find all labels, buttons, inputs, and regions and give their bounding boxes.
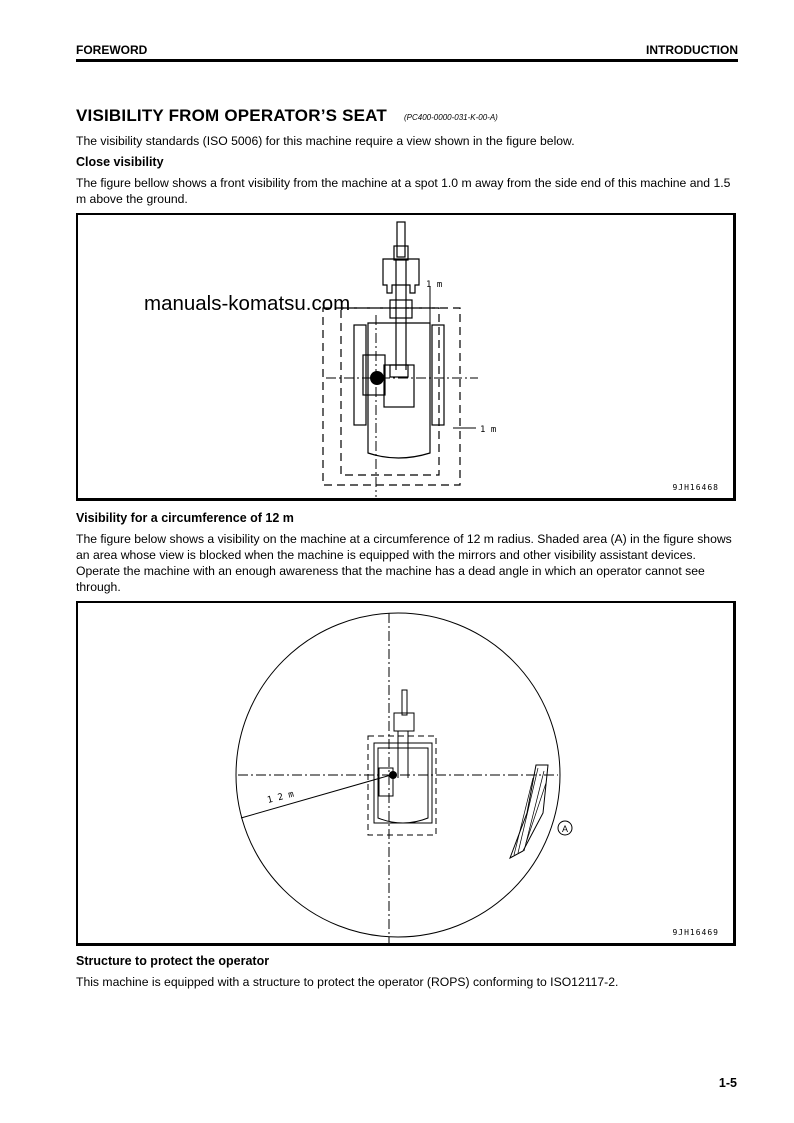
- rops-text: This machine is equipped with a structure to protect the operator (ROPS) conforming to ISO12117-2.: [76, 975, 619, 989]
- visibility-circle-diagram: [78, 603, 738, 948]
- circumference-figure: [76, 601, 736, 946]
- figure-code: 9JH16469: [672, 928, 719, 937]
- circumference-text: The figure below shows a visibility on the machine at a circumference of 12 m radius. Shaded area (A) in the figure shows an area whose view is blocked when the machine is equipped with the mirrors and other visibility assistant devices. Operate the machine with an enough awareness that the machine has a dead angle in which an operator cannot see through.: [76, 532, 732, 594]
- watermark: manuals-komatsu.com: [144, 292, 351, 315]
- rops-heading: Structure to protect the operator: [76, 954, 270, 968]
- header-chapter-label: INTRODUCTION: [646, 43, 738, 57]
- dimension-label-top: 1 m: [426, 280, 443, 290]
- dimension-label-side: 1 m: [480, 425, 497, 435]
- excavator-top-view-diagram: [78, 215, 738, 503]
- circumference-heading: Visibility for a circumference of 12 m: [76, 511, 294, 525]
- section-code: (PC400-0000-031-K-00-A): [404, 113, 498, 122]
- area-a-label: A: [562, 824, 569, 834]
- close-visibility-heading: Close visibility: [76, 155, 164, 169]
- close-visibility-figure: [76, 213, 736, 501]
- page-number: 1-5: [718, 1076, 737, 1090]
- section-title: VISIBILITY FROM OPERATOR’S SEAT: [76, 106, 387, 125]
- radius-label: 1 2 m: [266, 789, 296, 806]
- page-header: [76, 43, 738, 62]
- intro-text: The visibility standards (ISO 5006) for this machine require a view shown in the figure below.: [76, 134, 575, 148]
- header-section-label: FOREWORD: [76, 43, 148, 57]
- close-visibility-text: The figure bellow shows a front visibility from the machine at a spot 1.0 m away from the side end of this machine and 1.5 m above the ground.: [76, 176, 731, 206]
- figure-code: 9JH16468: [672, 483, 719, 492]
